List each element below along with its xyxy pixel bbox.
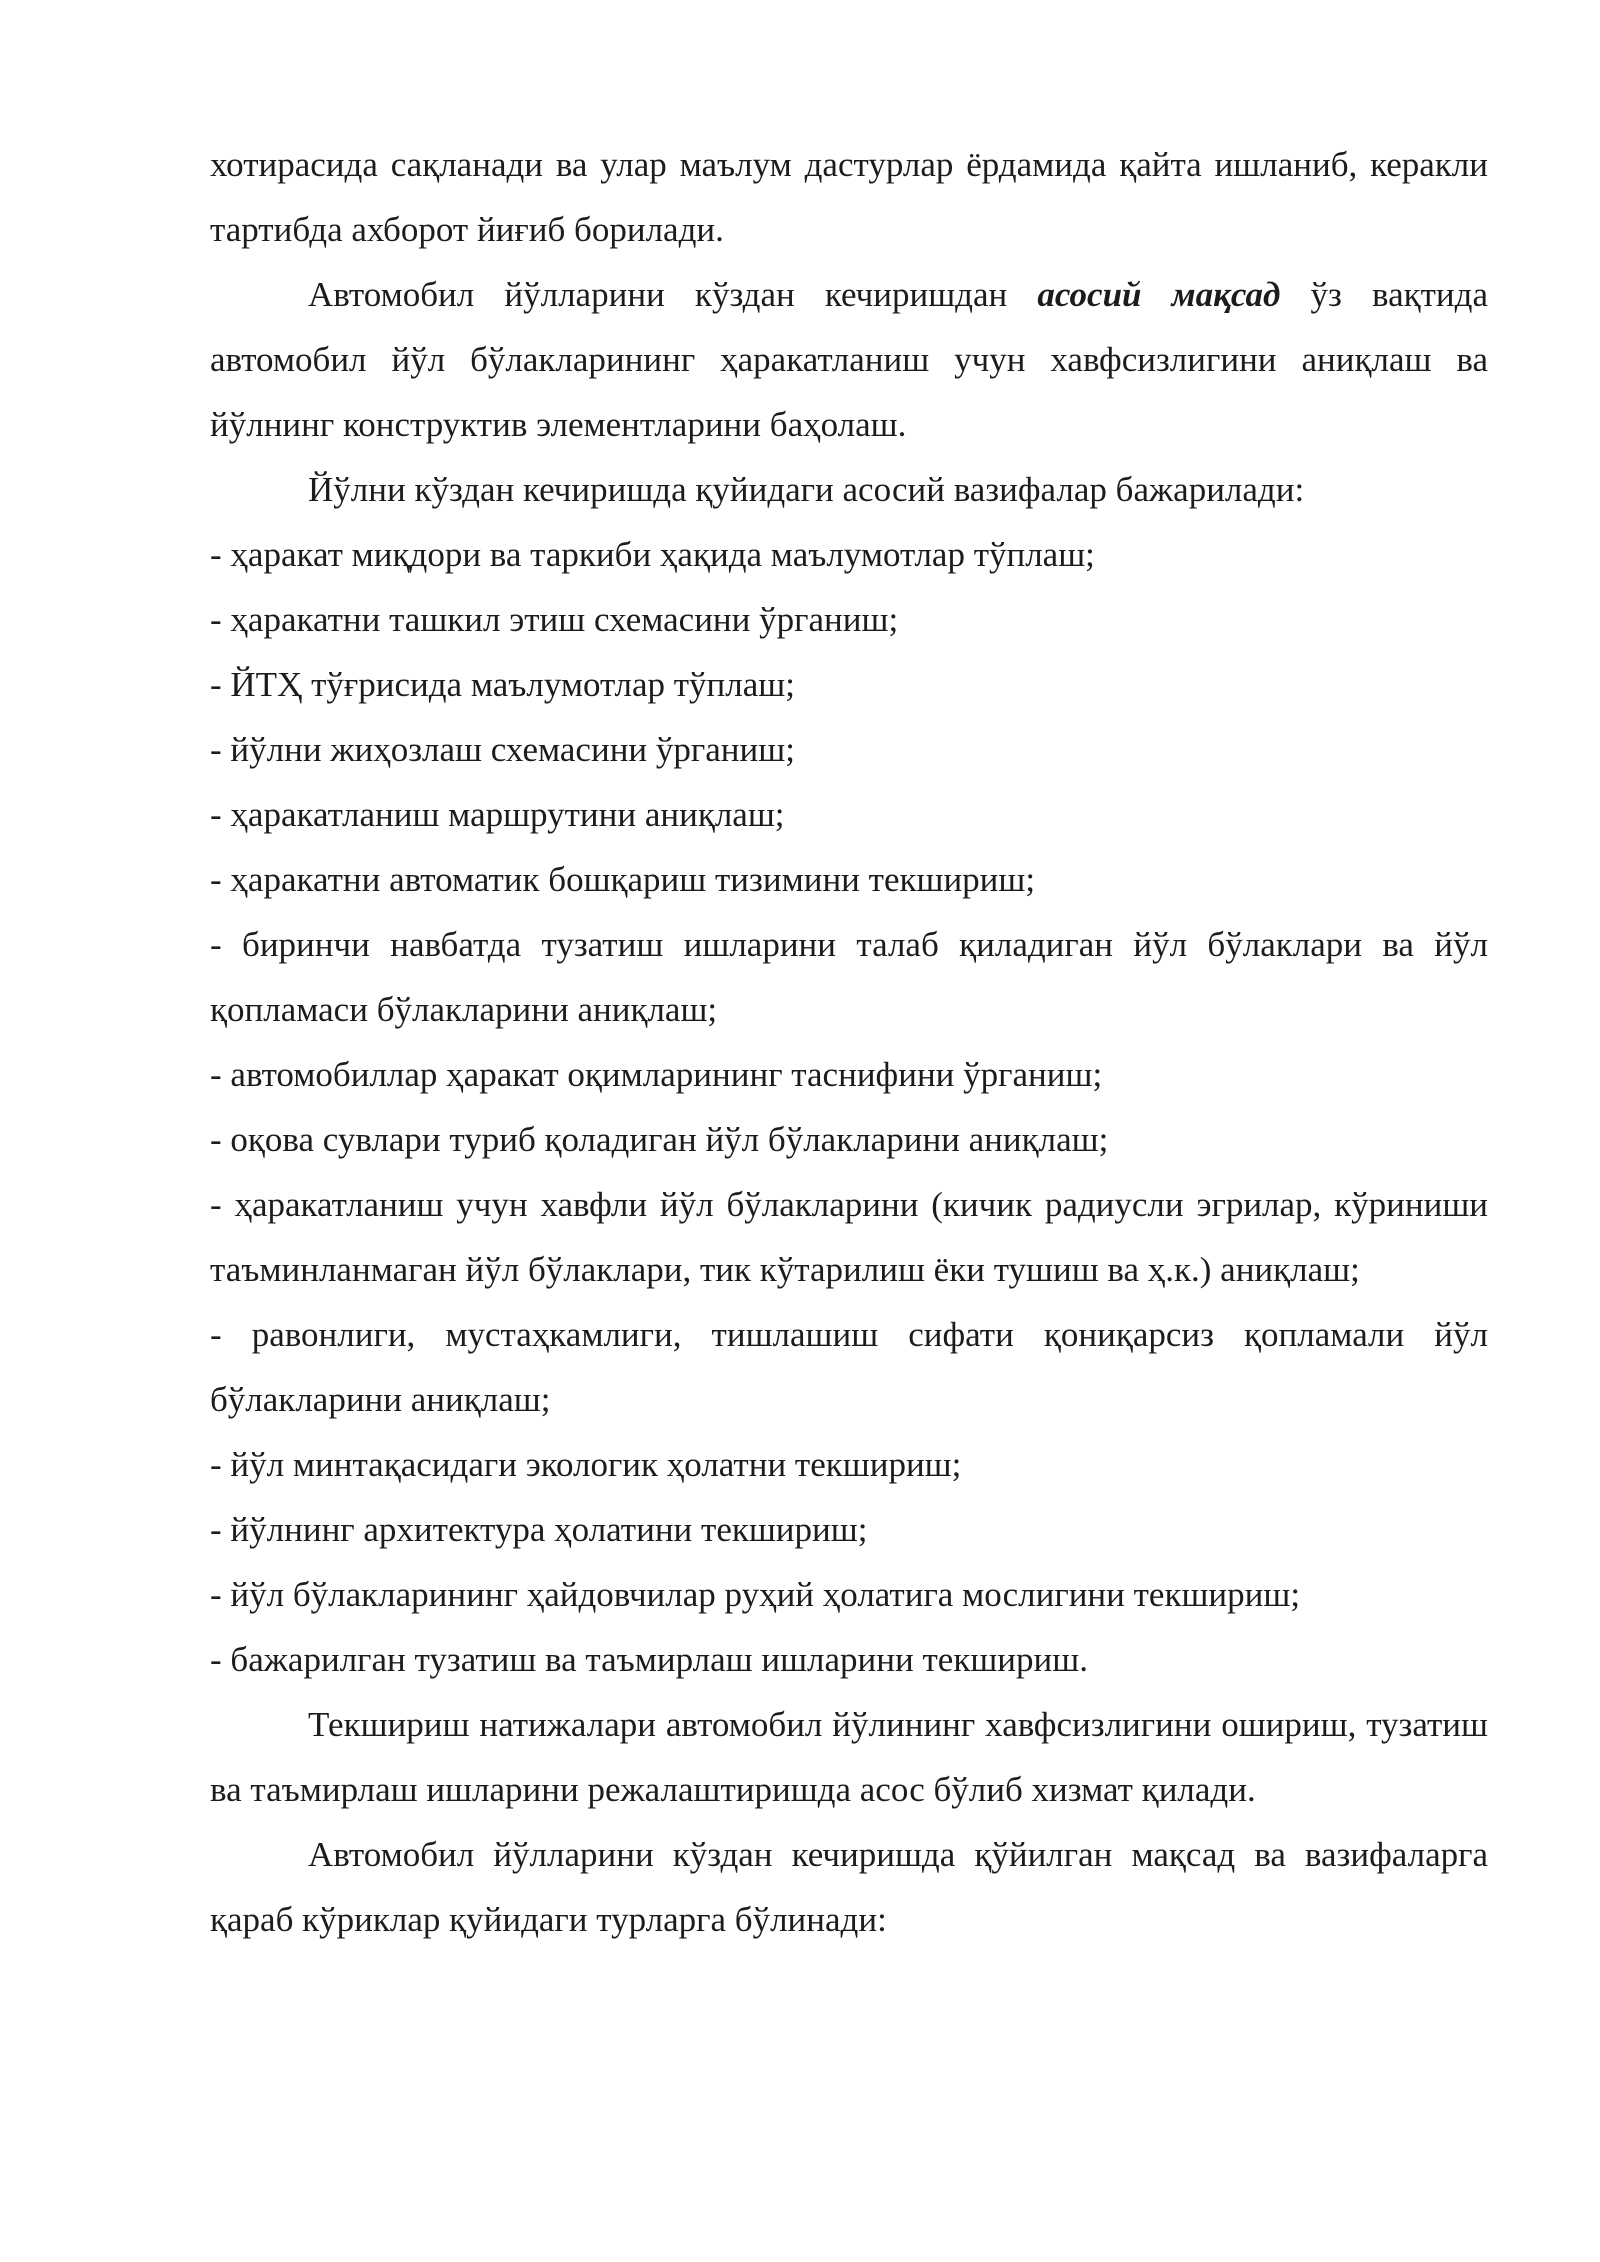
document-page [210, 132, 1488, 1952]
task-item: - биринчи навбатда тузатиш ишларини талаб қиладиган йўл бўлаклари ва йўл қопламаси бўлакларини аниқлаш; [210, 925, 1488, 1029]
task-item: - ЙТҲ тўғрисида маълумотлар тўплаш; [210, 665, 795, 704]
task-item: - равонлиги, мустаҳкамлиги, тишлашиш сифати қониқарсиз қопламали йўл бўлакларини аниқлаш; [210, 1315, 1488, 1419]
task-item: - оқова сувлари туриб қоладиган йўл бўлакларини аниқлаш; [210, 1120, 1109, 1159]
task-item: - йўлнинг архитектура ҳолатини текшириш; [210, 1510, 868, 1549]
purpose-text-start: Автомобил йўлларини кўздан кечиришдан [308, 275, 1038, 314]
purpose-emphasis: асосий мақсад [1037, 275, 1281, 314]
paragraph-results: Текшириш натижалари автомобил йўлининг хавфсизлигини ошириш, тузатиш ва таъмирлаш ишларини режалаштиришда асос бўлиб хизмат қилади. [210, 1705, 1488, 1809]
task-item: - ҳаракатни автоматик бошқариш тизимини текшириш; [210, 860, 1036, 899]
task-item: - йўл бўлакларининг ҳайдовчилар руҳий ҳолатига мослигини текшириш; [210, 1575, 1301, 1614]
task-item: - ҳаракат миқдори ва таркиби ҳақида маълумотлар тўплаш; [210, 535, 1095, 574]
task-item: - йўл минтақасидаги экологик ҳолатни текшириш; [210, 1445, 962, 1484]
task-item: - йўлни жиҳозлаш схемасини ўрганиш; [210, 730, 795, 769]
task-item: - бажарилган тузатиш ва таъмирлаш ишларини текшириш. [210, 1640, 1088, 1679]
task-item: - ҳаракатни ташкил этиш схемасини ўрганиш; [210, 600, 899, 639]
paragraph-tasks-heading: Йўлни кўздан кечиришда қуйидаги асосий вазифалар бажарилади: [308, 470, 1305, 509]
task-item: - ҳаракатланиш маршрутини аниқлаш; [210, 795, 785, 834]
paragraph-inspection-types: Автомобил йўлларини кўздан кечиришда қўйилган мақсад ва вазифаларга қараб кўриклар қуйидаги турларга бўлинади: [210, 1835, 1488, 1939]
purpose-text-end: ўз вақтида автомобил йўл бўлакларининг ҳаракатланиш учун хавфсизлигини аниқлаш ва йўлнинг конструктив элементларини баҳолаш. [210, 275, 1488, 444]
paragraph-purpose [210, 262, 1488, 457]
paragraph-intro: хотирасида сақланади ва улар маълум дастурлар ёрдамида қайта ишланиб, керакли тартибда ахборот йиғиб борилади. [210, 145, 1488, 249]
task-item: - ҳаракатланиш учун хавфли йўл бўлакларини (кичик радиусли эгрилар, кўриниши таъминланмаган йўл бўлаклари, тик кўтарилиш ёки тушиш ва ҳ.к.) аниқлаш; [210, 1185, 1488, 1289]
task-item: - автомобиллар ҳаракат оқимларининг таснифини ўрганиш; [210, 1055, 1103, 1094]
